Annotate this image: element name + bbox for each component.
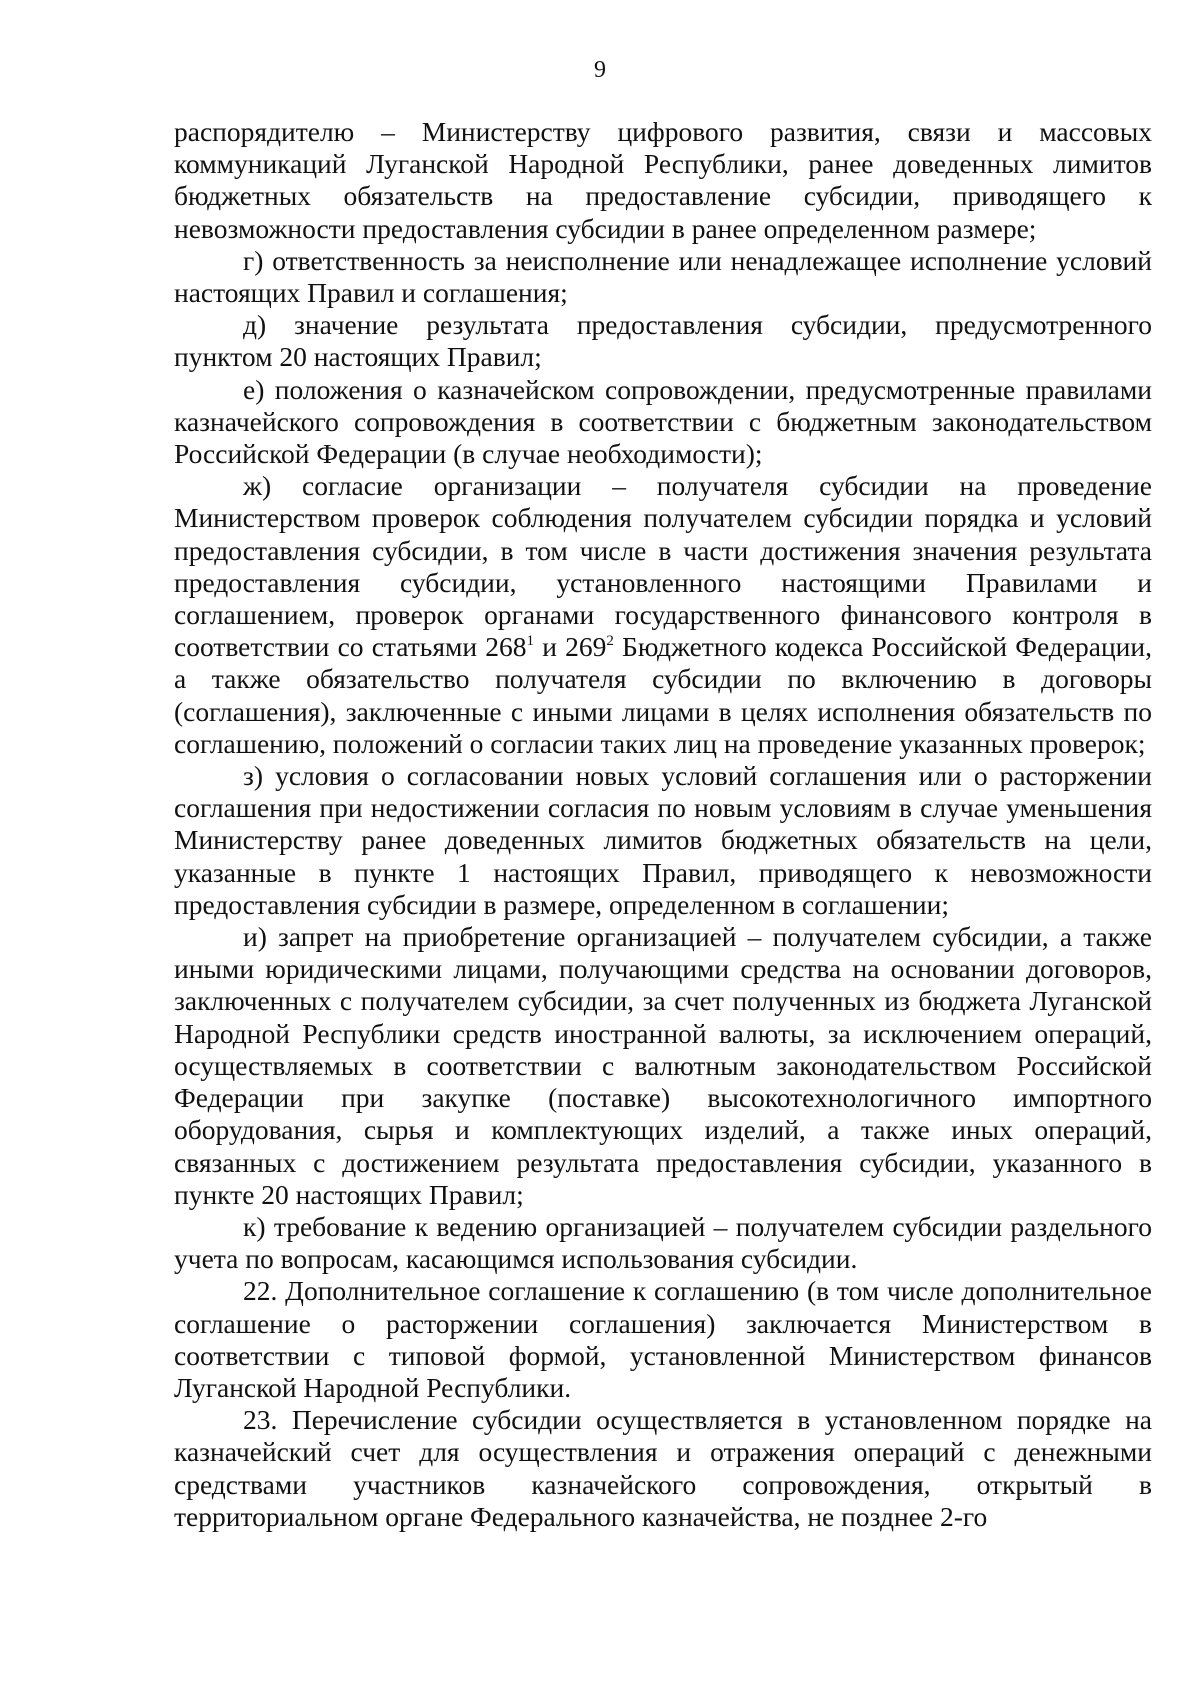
- paragraph-item-e: е) положения о казначейском сопровождении, предусмотренные правилами казначейского сопровождения в соответствии с бюджетным законодательством Российской Федерации (в случае необходимости);: [174, 373, 1152, 470]
- page-number: 9: [594, 57, 606, 83]
- paragraph-item-g: г) ответственность за неисполнение или ненадлежащее исполнение условий настоящих Правил и соглашения;: [174, 244, 1152, 309]
- paragraph-22: 22. Дополнительное соглашение к соглашению (в том числе дополнительное соглашение о расторжении соглашения) заключается Министерством в соответствии с типовой формой, установленной Министерством финансов Луганской Народной Республики.: [174, 1275, 1152, 1403]
- paragraph-item-d: д) значение результата предоставления субсидии, предусмотренного пунктом 20 настоящих Правил;: [174, 309, 1152, 373]
- superscript-1: 1: [526, 633, 535, 650]
- paragraph-item-zh-part-1: ж) согласие организации – получателя субсидии на проведение Министерством проверок соблюдения получателем субсидии порядка и условий предоставления субсидии, в том числе в части достижения значения результата предоставления субсидии, установленного настоящими Правилами и соглашением, проверок органами государственного финансового контроля в соответствии со статьями 268: [174, 470, 1152, 663]
- superscript-2: 2: [606, 633, 614, 650]
- paragraph-item-k: к) требование к ведению организацией – получателем субсидии раздельного учета по вопросам, касающимся использования субсидии.: [174, 1210, 1152, 1275]
- paragraph-item-z: з) условия о согласовании новых условий соглашения или о расторжении соглашения при недостижении согласия по новым условиям в случае уменьшения Министерству ранее доведенных лимитов бюджетных обязательств на цели, указанные в пункте 1 настоящих Правил, приводящего к невозможности предоставления субсидии в размере, определенном в соглашении;: [174, 760, 1152, 920]
- paragraph-item-i: и) запрет на приобретение организацией – получателем субсидии, а также иными юридическими лицами, получающими средства на основании договоров, заключенных с получателем субсидии, за счет полученных из бюджета Луганской Народной Республики средств иностранной валюты, за исключением операций, осуществляемых в соответствии с валютным законодательством Российской Федерации при закупке (поставке) высокотехнологичного импортного оборудования, сырья и комплектующих изделий, а также иных операций, связанных с достижением результата предоставления субсидии, указанного в пункте 20 настоящих Правил;: [174, 921, 1152, 1210]
- paragraph-item-zh-part-2: и 269: [534, 631, 607, 663]
- paragraph-item-zh-part-3: Бюджетного кодекса Российской Федерации, а также обязательство получателя субсидии по включению в договоры (соглашения), заключенные с иными лицами в целях исполнения обязательств по соглашению, положений о согласии таких лиц на проведение указанных проверок;: [174, 631, 1152, 759]
- paragraph-continuation: распорядителю – Министерству цифрового развития, связи и массовых коммуникаций Луганской Народной Республики, ранее доведенных лимитов бюджетных обязательств на предоставление субсидии, приводящего к невозможности предоставления субсидии в ранее определенном размере;: [174, 116, 1152, 244]
- paragraph-23: 23. Перечисление субсидии осуществляется в установленном порядке на казначейский счет для осуществления и отражения операций с денежными средствами участников казначейского сопровождения, открытый в территориальном органе Федерального казначейства, не позднее 2-го: [174, 1404, 1152, 1532]
- paragraph-item-zh: [174, 470, 1152, 760]
- document-body: [174, 116, 1152, 1533]
